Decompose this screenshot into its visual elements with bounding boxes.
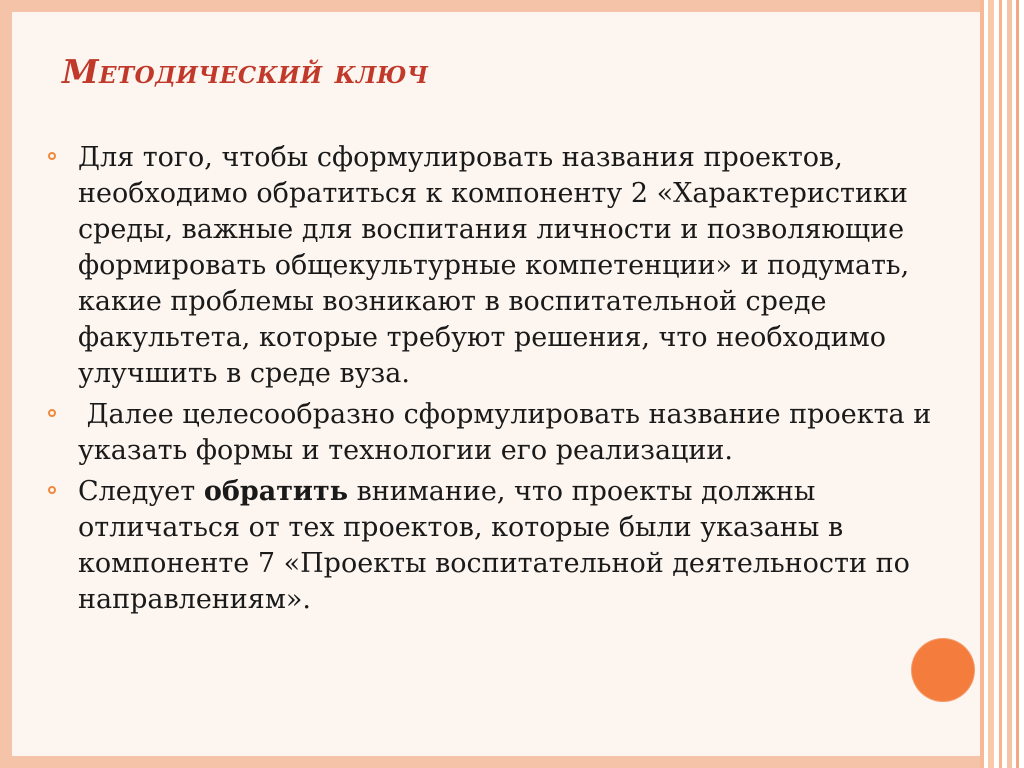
stripe xyxy=(980,0,984,768)
decorative-stripes xyxy=(980,0,1024,768)
stripe xyxy=(999,0,1002,768)
bullet-item-1 xyxy=(78,140,958,392)
bullet-circle-icon xyxy=(48,152,56,160)
bullet-text: Для того, чтобы сформулировать названия проектов, необходимо обратиться к компоненту 2 «Характеристики среды, важные для воспитания личности и позволяющие формировать общекультурные компетенции» и подумать, какие проблемы возникают в воспитательной среде факультета, которые требуют решения, что необходимо улучшить в среде вуза. xyxy=(78,142,910,389)
bullet-circle-icon xyxy=(48,486,56,494)
stripe xyxy=(988,0,994,768)
bullet-item-3 xyxy=(78,474,958,618)
bullet-text-before: Следует xyxy=(78,476,204,507)
stripe xyxy=(1016,0,1019,768)
bullet-list xyxy=(78,140,958,623)
bullet-text-after: внимание, что проекты должны отличаться от тех проектов, которые были указаны в компоненте 7 «Проекты воспитательной деятельности по направлениям». xyxy=(78,476,919,615)
title-first-letter: М xyxy=(62,52,100,91)
decorative-circle-icon xyxy=(912,639,974,701)
bullet-circle-icon xyxy=(48,409,56,417)
frame-top-border xyxy=(0,0,1024,12)
bullet-text-bold: обратить xyxy=(203,476,349,507)
stripe xyxy=(1007,0,1012,768)
bullet-item-2 xyxy=(78,397,958,469)
frame-bottom-border xyxy=(0,756,1024,768)
title-rest: етодический ключ xyxy=(99,52,429,91)
frame-left-border xyxy=(0,0,12,768)
slide-title xyxy=(62,52,428,92)
bullet-text: Далее целесообразно сформулировать название проекта и указать формы и технологии его реализации. xyxy=(78,399,940,466)
